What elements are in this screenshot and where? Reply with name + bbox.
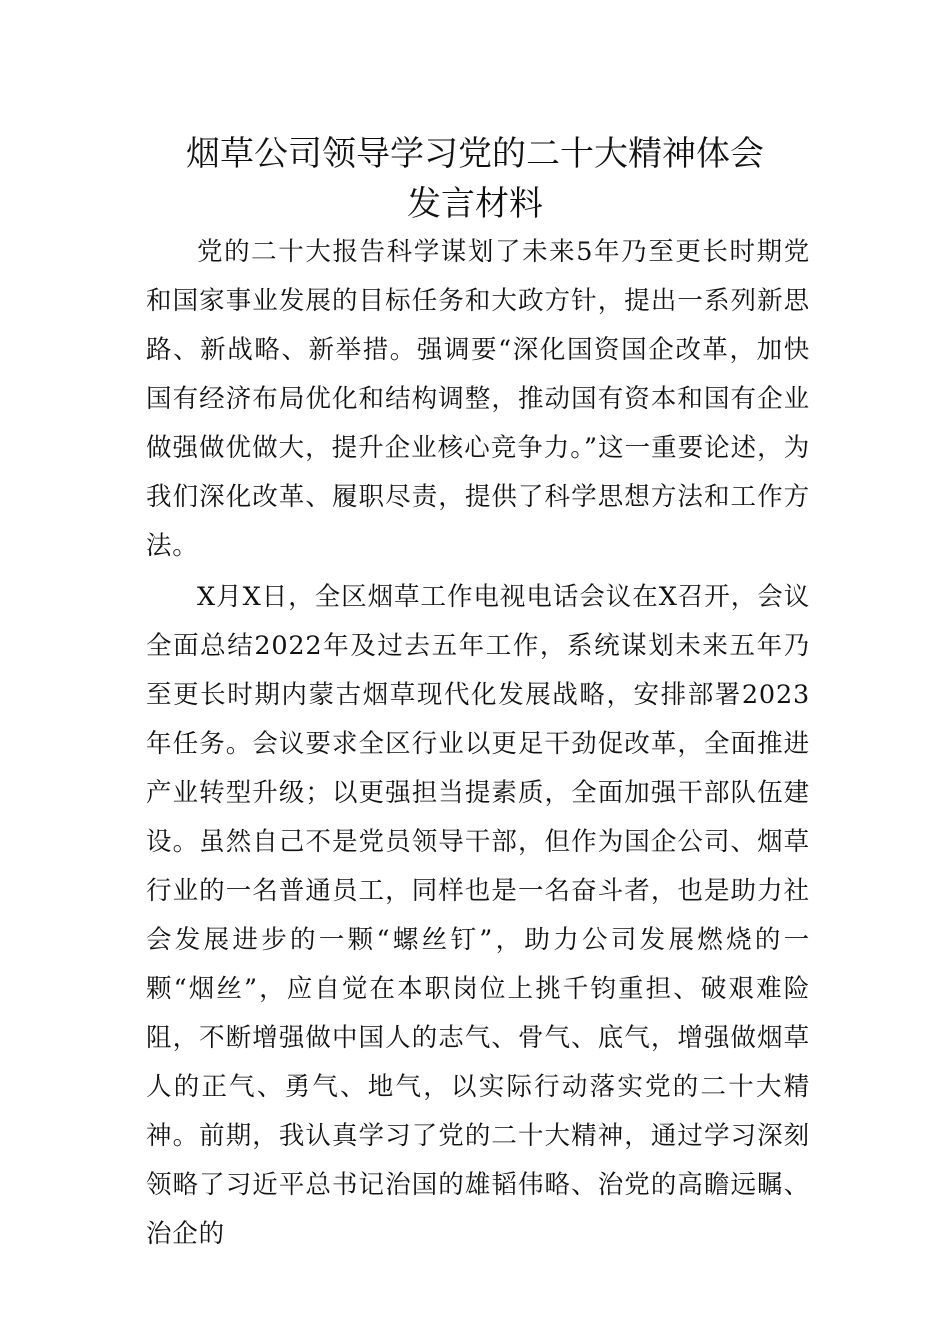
document-title-line-1: 烟草公司领导学习党的二十大精神体会	[186, 134, 764, 174]
body-paragraph-1: 党的二十大报告科学谋划了未来5年乃至更长时期党和国家事业发展的目标任务和大政方针，提出一系列新思路、新战略、新举措。强调要“深化国资国企改革，加快国有经济布局优化和结构调整，推动国有资本和国有企业做强做优做大，提升企业核心竞争力。”这一重要论述，为我们深化改革、履职尽责，提供了科学思想方法和工作方法。	[146, 237, 810, 561]
body-paragraph-2: X月X日，全区烟草工作电视电话会议在X召开，会议全面总结2022年及过去五年工作，系统谋划未来五年乃至更长时期内蒙古烟草现代化发展战略，安排部署2023年任务。会议要求全区行业以更足干劲促改革，全面推进产业转型升级；以更强担当提素质，全面加强干部队伍建设。虽然自己不是党员领导干部，但作为国企公司、烟草行业的一名普通员工，同样也是一名奋斗者，也是助力社会发展进步的一颗“螺丝钉”，助力公司发展燃烧的一颗“烟丝”，应自觉在本职岗位上挑千钧重担、破艰难险阻，不断增强做中国人的志气、骨气、底气，增强做烟草人的正气、勇气、地气，以实际行动落实党的二十大精神。前期，我认真学习了党的二十大精神，通过学习深刻领略了习近平总书记治国的雄韬伟略、治党的高瞻远瞩、治企的	[146, 582, 810, 1249]
document-title-line-2: 发言材料	[407, 184, 543, 224]
